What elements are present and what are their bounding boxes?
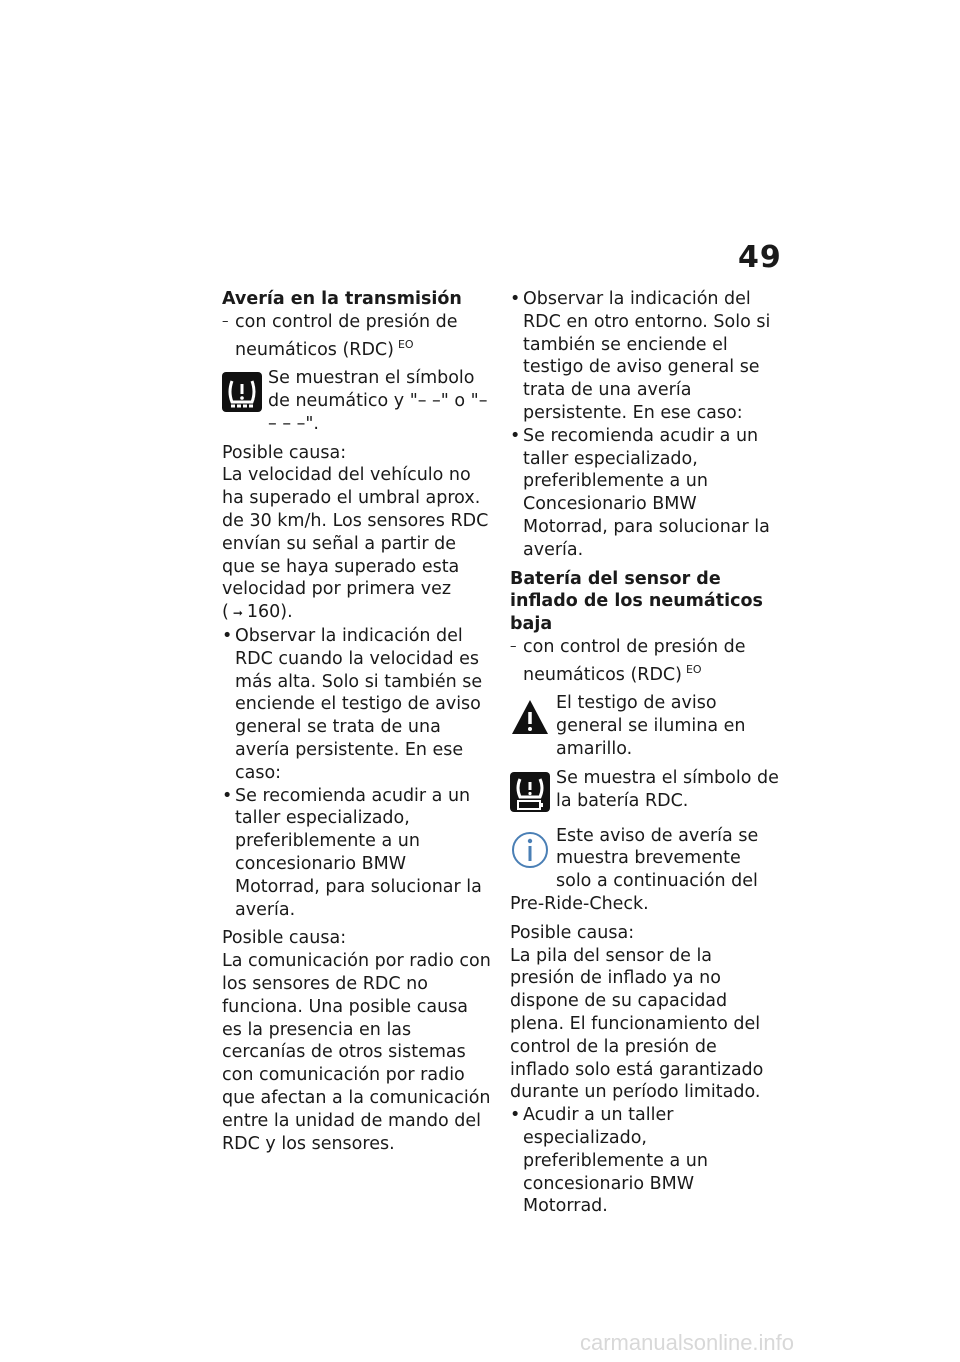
page-number: 49 <box>738 240 782 275</box>
condition-sup: EO <box>685 662 702 676</box>
warning-triangle-icon <box>510 697 550 744</box>
bullet-marker: • <box>510 425 521 446</box>
cause-label: Posible causa: <box>510 922 635 943</box>
general-warning-block <box>510 692 780 760</box>
condition-item <box>510 636 780 686</box>
cause-label: Posible causa: <box>222 442 347 463</box>
left-column <box>222 288 492 1155</box>
list-item: • Se recomienda acudir a un taller especializado, preferiblemente a un concesionario BMW Motorrad, para solucionar la avería. <box>222 785 482 920</box>
battery-warning-block <box>510 767 780 819</box>
dash-marker: – <box>222 313 229 329</box>
reference-arrow-icon: ➞ <box>232 606 243 621</box>
list-item: • Observar la indicación del RDC cuando la velocidad es más alta. Solo si también se enciende el testigo de aviso general se trata de una avería persistente. En ese caso: <box>222 625 483 783</box>
warning-text: El testigo de aviso general se ilumina en amarillo. <box>556 693 746 759</box>
bullet-marker: • <box>222 785 233 806</box>
cause-text: La comunicación por radio con los sensores de RDC no funciona. Una posible causa es la presencia en las cercanías de otros sistemas con comunicación por radio que afectan a la comunicación entre la unidad de mando del RDC y los sensores. <box>222 951 491 1154</box>
list-item: • Observar la indicación del RDC en otro entorno. Solo si también se enciende el testigo de aviso general se trata de una avería persistente. En ese caso: <box>510 289 771 423</box>
bullet-marker: • <box>510 1105 521 1126</box>
tire-warning-block <box>222 367 492 435</box>
info-icon <box>510 830 550 877</box>
info-block <box>510 825 780 916</box>
cause-text: La velocidad del vehículo no ha superado el umbral aprox. de 30 km/h. Los sensores RDC envían su señal a partir de que se haya superado esta velocidad por primera vez ( ➞ 160). <box>222 465 489 623</box>
warning-text: Se muestran el símbolo de neumático y "– –" o "– – – –". <box>268 368 488 434</box>
section-heading: Avería en la transmisión <box>222 289 462 309</box>
rdc-battery-icon <box>510 772 550 819</box>
condition-text: con control de presión de neumáticos (RDC) <box>235 311 458 360</box>
condition-item <box>222 311 492 361</box>
condition-text: con control de presión de neumáticos (RDC) <box>523 636 746 685</box>
bullet-marker: • <box>222 625 233 646</box>
dash-marker: – <box>510 638 517 654</box>
cause-text: La pila del sensor de la presión de inflado ya no dispone de su capacidad plena. El funcionamiento del control de la presión de inflado solo está garantizado durante un período limitado. <box>510 945 764 1103</box>
section-heading: Batería del sensor de inflado de los neumáticos baja <box>510 568 763 635</box>
right-column <box>510 288 780 1218</box>
page-reference[interactable]: 160). <box>246 602 293 623</box>
list-item: • Acudir a un taller especializado, preferiblemente a un concesionario BMW Motorrad. <box>510 1105 708 1217</box>
condition-sup: EO <box>397 337 414 351</box>
tire-pressure-icon <box>222 372 262 419</box>
warning-text: Se muestra el símbolo de la batería RDC. <box>556 767 779 811</box>
list-item: • Se recomienda acudir a un taller especializado, preferiblemente a un Concesionario BMW Motorrad, para solucionar la avería. <box>510 425 770 560</box>
watermark: carmanualsonline.info <box>580 1330 795 1355</box>
bullet-marker: • <box>510 289 521 309</box>
cause-label: Posible causa: <box>222 928 347 949</box>
info-text: Este aviso de avería se muestra brevemente solo a continuación del Pre-Ride-Check. <box>510 825 759 914</box>
